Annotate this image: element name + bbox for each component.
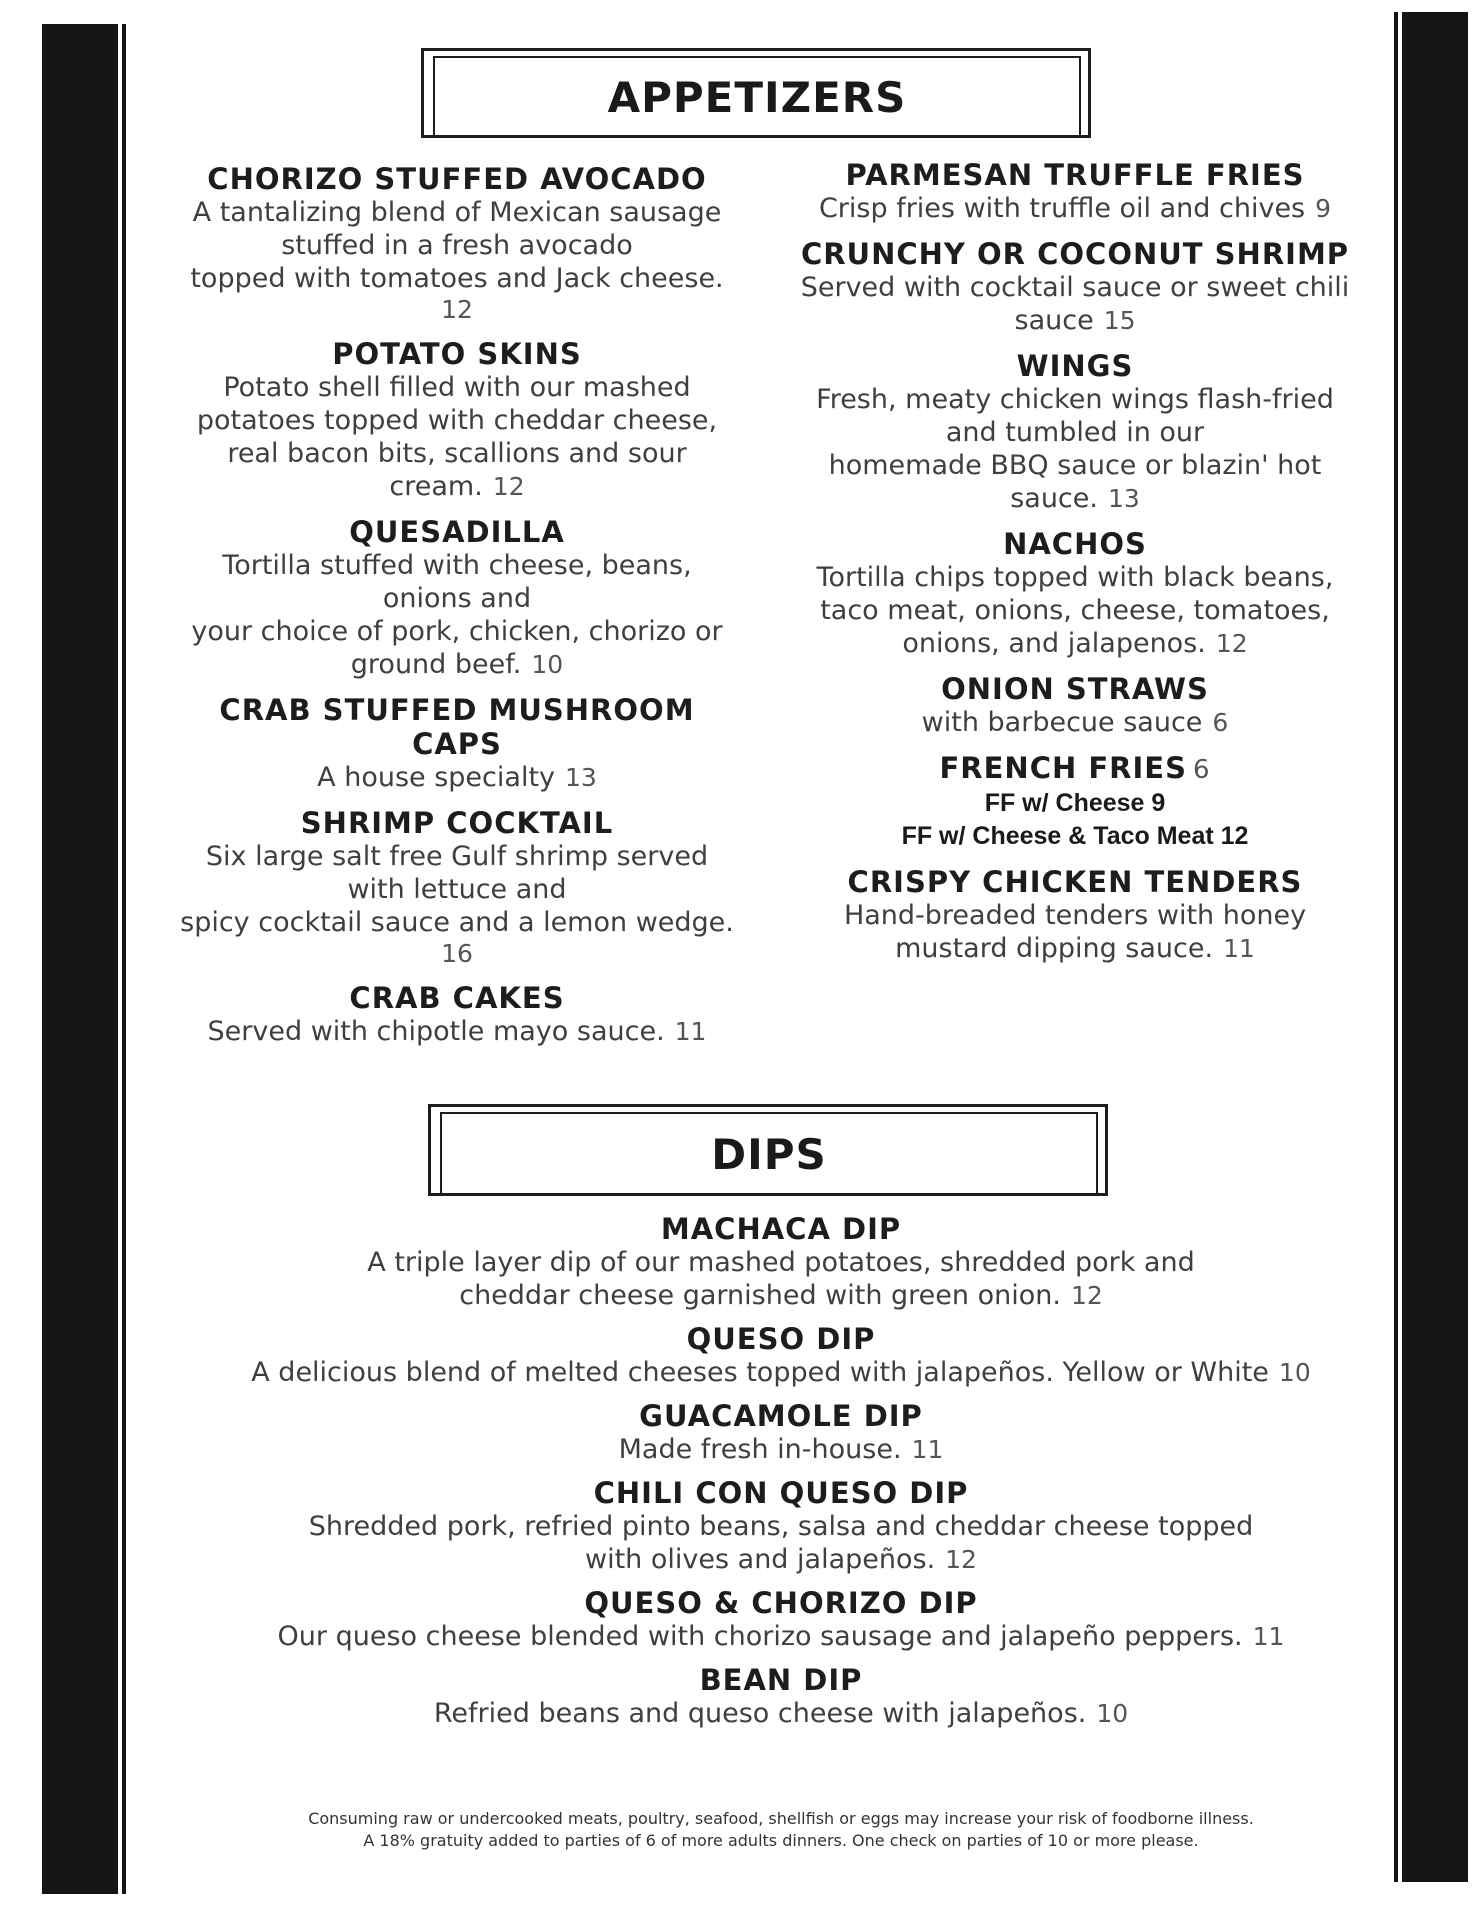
- item-description-text: your choice of pork, chicken, chorizo or: [191, 616, 723, 647]
- item-price: 11: [1223, 934, 1255, 963]
- item-price: 13: [565, 763, 597, 792]
- item-price: 16: [441, 939, 473, 968]
- item-description-line: [176, 873, 738, 906]
- item-description-text: onions, and jalapenos.: [902, 628, 1206, 659]
- item-name-text: QUESO & CHORIZO DIP: [584, 1586, 978, 1620]
- menu-item: [788, 865, 1362, 965]
- item-name-text: ONION STRAWS: [941, 672, 1209, 706]
- item-name-text: SHRIMP COCKTAIL: [300, 806, 614, 840]
- item-description-text: Shredded pork, refried pinto beans, salsa and cheddar cheese topped: [308, 1511, 1254, 1542]
- item-price: 15: [1103, 306, 1136, 335]
- menu-item: [176, 981, 738, 1048]
- item-name: [788, 158, 1362, 192]
- item-variant: FF w/ Cheese & Taco Meat 12: [901, 822, 1249, 850]
- item-description-text: sauce: [1014, 305, 1094, 336]
- item-description-text: with barbecue sauce: [921, 707, 1203, 738]
- item-description-text: taco meat, onions, cheese, tomatoes,: [820, 595, 1330, 626]
- item-name: [788, 527, 1362, 561]
- item-name: [788, 237, 1362, 271]
- item-description-text: cheddar cheese garnished with green onion.: [459, 1280, 1061, 1311]
- item-description-line: [196, 1543, 1366, 1576]
- item-description-line: [176, 404, 738, 437]
- menu-item: [788, 158, 1362, 225]
- item-name-text: CRISPY CHICKEN TENDERS: [847, 865, 1303, 899]
- item-description-text: ground beef.: [350, 649, 522, 680]
- item-name: [176, 806, 738, 840]
- item-name-text: CRAB STUFFED MUSHROOM CAPS: [219, 693, 695, 761]
- gratuity-notice: A 18% gratuity added to parties of 6 of more adults dinners. One check on parties of 10 or more please.: [363, 1831, 1199, 1850]
- item-description-line: [788, 627, 1362, 660]
- item-description-text: sauce.: [1010, 483, 1098, 514]
- item-description-text: Tortilla chips topped with black beans,: [816, 562, 1334, 593]
- item-description-line: [788, 706, 1362, 739]
- item-description-line: [788, 561, 1362, 594]
- item-description-text: onions and: [382, 583, 532, 614]
- dips-column: [196, 1212, 1366, 1740]
- item-price: 6: [1192, 755, 1211, 785]
- item-description-text: cream.: [389, 471, 483, 502]
- item-description-line: [196, 1620, 1366, 1653]
- item-description-line: [788, 594, 1362, 627]
- item-name: [176, 515, 738, 549]
- item-description-text: Our queso cheese blended with chorizo sausage and jalapeño peppers.: [277, 1621, 1243, 1652]
- item-price: 13: [1107, 484, 1140, 513]
- menu-item: [176, 515, 738, 681]
- item-description-text: Six large salt free Gulf shrimp served: [205, 841, 709, 872]
- item-description-line: [176, 615, 738, 648]
- item-name: [196, 1399, 1366, 1433]
- menu-item: [176, 693, 738, 794]
- item-description-line: [176, 549, 738, 582]
- item-price: 12: [1215, 629, 1248, 658]
- item-name: [196, 1322, 1366, 1356]
- item-name-text: CRUNCHY OR COCONUT SHRIMP: [800, 237, 1350, 271]
- item-name: [788, 672, 1362, 706]
- item-price: 11: [1252, 1622, 1285, 1651]
- item-name: [176, 337, 738, 371]
- item-description-text: A delicious blend of melted cheeses topped with jalapeños. Yellow or White: [251, 1357, 1269, 1388]
- item-description-text: homemade BBQ sauce or blazin' hot: [828, 450, 1322, 481]
- item-name-text: WINGS: [1016, 349, 1134, 383]
- item-name: [196, 1663, 1366, 1697]
- item-description-text: potatoes topped with cheddar cheese,: [196, 405, 718, 436]
- item-variant: FF w/ Cheese 9: [984, 789, 1166, 817]
- item-description-line: [176, 470, 738, 503]
- item-description-text: Hand-breaded tenders with honey: [843, 900, 1307, 931]
- item-price: 12: [1070, 1281, 1103, 1310]
- item-description-line: [176, 1015, 738, 1048]
- item-price: 9: [1315, 194, 1332, 223]
- footer-notice: [196, 1808, 1366, 1852]
- item-description-line: [176, 437, 738, 470]
- item-description-line: [196, 1433, 1366, 1466]
- item-name-text: QUESO DIP: [686, 1322, 876, 1356]
- menu-item: [196, 1212, 1366, 1312]
- menu-item: [788, 237, 1362, 337]
- foodborne-warning: Consuming raw or undercooked meats, poultry, seafood, shellfish or eggs may increase your risk of foodborne illness.: [308, 1809, 1254, 1828]
- item-description-text: A house specialty: [317, 762, 556, 793]
- item-description-text: and tumbled in our: [945, 417, 1205, 448]
- item-description-line: [788, 271, 1362, 304]
- item-name-text: GUACAMOLE DIP: [639, 1399, 923, 1433]
- item-name-text: BEAN DIP: [699, 1663, 863, 1697]
- item-description-line: [196, 1697, 1366, 1730]
- right-border-line: [1394, 12, 1398, 1882]
- item-description-line: [176, 196, 738, 229]
- item-price: 11: [911, 1435, 944, 1464]
- item-description-line: [788, 416, 1362, 449]
- item-name: [788, 751, 1362, 787]
- menu-item: [788, 349, 1362, 515]
- item-name-text: FRENCH FRIES: [939, 751, 1187, 785]
- item-description-text: Fresh, meaty chicken wings flash-fried: [816, 384, 1334, 415]
- item-description-text: real bacon bits, scallions and sour: [227, 438, 687, 469]
- item-description-text: Served with chipotle mayo sauce.: [207, 1016, 665, 1047]
- left-border-line: [122, 24, 126, 1894]
- item-description-text: topped with tomatoes and Jack cheese.: [190, 263, 724, 294]
- menu-item: [788, 672, 1362, 739]
- item-description-line: [176, 648, 738, 681]
- item-description-text: A tantalizing blend of Mexican sausage: [192, 197, 722, 228]
- item-name-text: POTATO SKINS: [332, 337, 582, 371]
- item-description-line: [196, 1510, 1366, 1543]
- item-name: [788, 865, 1362, 899]
- item-description-text: Served with cocktail sauce or sweet chili: [800, 272, 1350, 303]
- item-price: 10: [1278, 1358, 1311, 1387]
- menu-item: [196, 1399, 1366, 1466]
- item-description-text: Crisp fries with truffle oil and chives: [818, 193, 1306, 224]
- item-price: 12: [945, 1545, 977, 1574]
- item-description-text: stuffed in a fresh avocado: [281, 230, 633, 261]
- item-description-text: Made fresh in-house.: [618, 1434, 902, 1465]
- menu-item: [196, 1322, 1366, 1389]
- item-description-line: [788, 192, 1362, 225]
- menu-item: [788, 751, 1362, 853]
- item-price: 6: [1212, 708, 1229, 737]
- left-border-bar: [42, 24, 118, 1894]
- item-description-line: [788, 383, 1362, 416]
- appetizers-left-column: [176, 162, 738, 1060]
- item-description-line: [788, 482, 1362, 515]
- item-description-text: with lettuce and: [347, 874, 567, 905]
- item-description-line: [176, 582, 738, 615]
- item-description-text: Tortilla stuffed with cheese, beans,: [222, 550, 692, 581]
- item-description-line: [176, 371, 738, 404]
- item-name: [176, 981, 738, 1015]
- appetizers-right-column: [788, 158, 1362, 977]
- item-name-text: CRAB CAKES: [349, 981, 565, 1015]
- item-description-line: [176, 761, 738, 794]
- item-description-line: [176, 840, 738, 873]
- menu-item: [196, 1663, 1366, 1730]
- item-description-line: [196, 1279, 1366, 1312]
- item-description-line: [176, 906, 738, 939]
- item-description-text: Potato shell filled with our mashed: [223, 372, 691, 403]
- item-name: [196, 1476, 1366, 1510]
- item-price: 10: [531, 650, 564, 679]
- item-description-line: [788, 899, 1362, 932]
- item-name: [196, 1212, 1366, 1246]
- item-name-text: PARMESAN TRUFFLE FRIES: [845, 158, 1305, 192]
- item-price: 12: [492, 472, 525, 501]
- item-price: 10: [1096, 1699, 1129, 1728]
- item-name-text: QUESADILLA: [349, 515, 565, 549]
- item-description-line: [788, 304, 1362, 337]
- item-name-text: CHILI CON QUESO DIP: [593, 1476, 969, 1510]
- item-name: [196, 1586, 1366, 1620]
- appetizers-heading: APPETIZERS: [433, 56, 1081, 138]
- item-name-text: NACHOS: [1003, 527, 1147, 561]
- item-description-line: [176, 262, 738, 295]
- item-name: [176, 162, 738, 196]
- menu-item: [176, 806, 738, 969]
- item-description-line: [788, 932, 1362, 965]
- dips-heading: DIPS: [440, 1112, 1098, 1196]
- menu-item: [196, 1586, 1366, 1653]
- item-price: 12: [441, 295, 473, 324]
- item-description-line: [196, 1246, 1366, 1279]
- item-name: [176, 693, 738, 761]
- item-name-text: MACHACA DIP: [660, 1212, 902, 1246]
- menu-item: [176, 162, 738, 325]
- item-description-text: with olives and jalapeños.: [585, 1544, 936, 1575]
- item-description-line: [176, 229, 738, 262]
- item-description-text: Refried beans and queso cheese with jalapeños.: [433, 1698, 1087, 1729]
- right-border-bar: [1402, 12, 1468, 1882]
- item-name-text: CHORIZO STUFFED AVOCADO: [207, 162, 707, 196]
- item-description-text: A triple layer dip of our mashed potatoes, shredded pork and: [367, 1247, 1195, 1278]
- menu-item: [196, 1476, 1366, 1576]
- item-name: [788, 349, 1362, 383]
- item-price: 11: [674, 1017, 707, 1046]
- item-description-text: spicy cocktail sauce and a lemon wedge.: [180, 907, 734, 938]
- menu-item: [176, 337, 738, 503]
- item-description-line: [788, 449, 1362, 482]
- item-description-text: mustard dipping sauce.: [895, 933, 1214, 964]
- item-description-line: [196, 1356, 1366, 1389]
- menu-item: [788, 527, 1362, 660]
